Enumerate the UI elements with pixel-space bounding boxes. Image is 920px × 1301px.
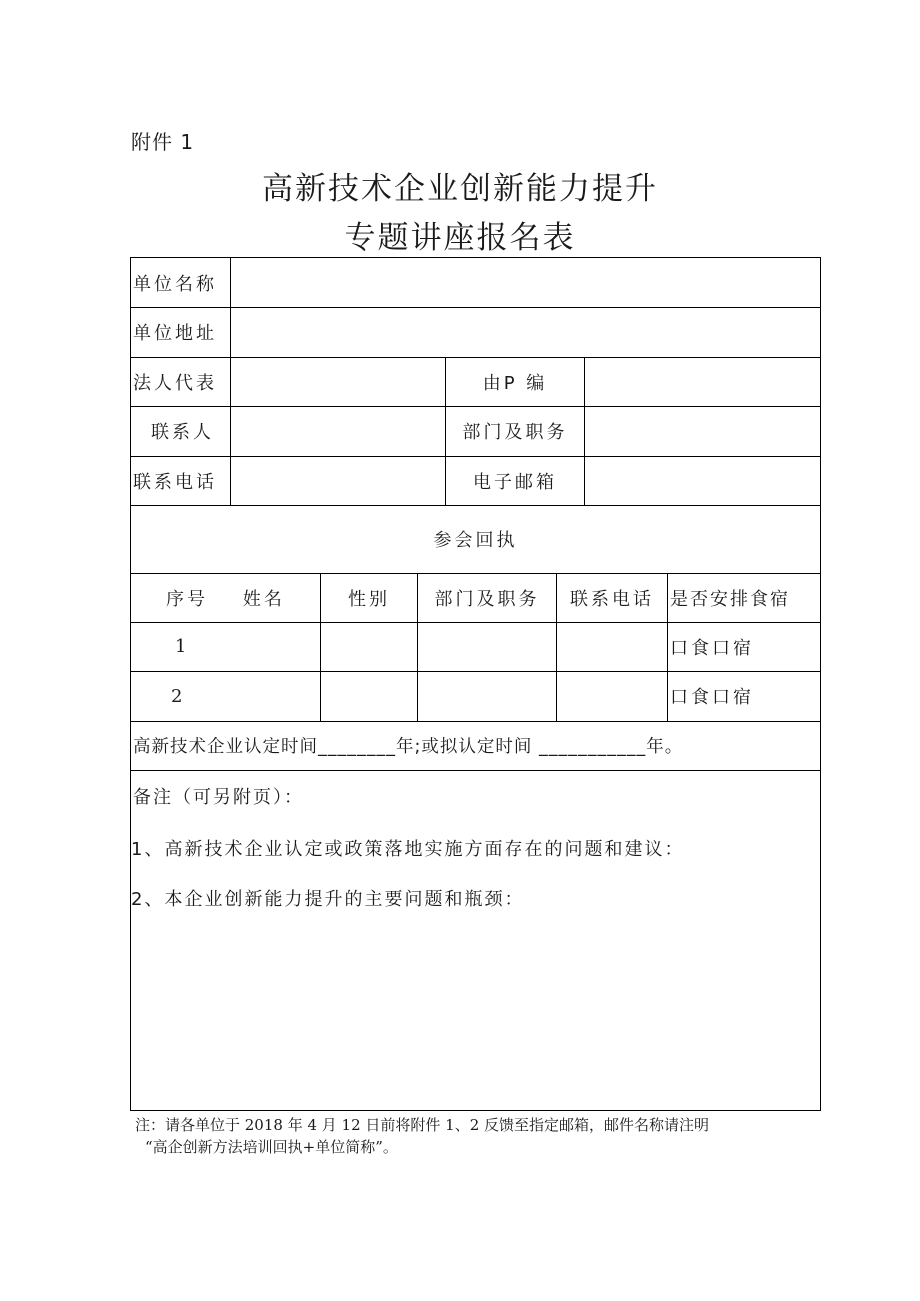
col-dept: 部门及职务 bbox=[434, 588, 540, 610]
remark-item-2: 2、本企业创新能力提升的主要问题和瓶颈： bbox=[131, 889, 525, 910]
postcode-field[interactable] bbox=[585, 357, 821, 406]
remarks-label: 备注（可另附页）： bbox=[133, 787, 304, 808]
attachment-label: 附件 1 bbox=[131, 130, 195, 154]
phone-label: 联系电话 bbox=[133, 471, 217, 493]
col-seq-name: 序号 姓名 bbox=[166, 588, 285, 610]
unit-name-field[interactable] bbox=[231, 258, 821, 307]
unit-name-label: 单位名称 bbox=[133, 273, 217, 295]
unit-address-field[interactable] bbox=[231, 307, 821, 357]
footer-line-1: 注：请各单位于 2018 年 4 月 12 日前将附件 1、2 反馈至指定邮箱，邮件名称请注明 bbox=[135, 1116, 710, 1134]
email-label: 电子邮箱 bbox=[473, 471, 557, 493]
dept-title-field[interactable] bbox=[585, 406, 821, 456]
unit-address-label: 单位地址 bbox=[133, 323, 217, 344]
phone-field[interactable] bbox=[231, 456, 445, 505]
col-phone: 联系电话 bbox=[570, 588, 654, 610]
row-seq: 2 bbox=[171, 685, 186, 707]
receipt-heading: 参会回执 bbox=[433, 530, 518, 551]
footer-note bbox=[135, 1114, 825, 1158]
registration-form bbox=[130, 257, 821, 1111]
cert-time-line: 高新技术企业认定时间________年;或拟认定时间 ___________年。 bbox=[133, 737, 684, 757]
remark-item-1: 1、高新技术企业认定或政策落地实施方面存在的问题和建议： bbox=[131, 839, 685, 860]
col-meal: 是否安排食宿 bbox=[670, 588, 790, 610]
row-divider bbox=[131, 770, 820, 771]
form-title-line1: 高新技术企业创新能力提升 bbox=[262, 171, 658, 207]
row-meal-options[interactable]: 口食口宿 bbox=[670, 637, 754, 659]
col-gender: 性别 bbox=[348, 588, 390, 610]
column-divider bbox=[667, 573, 668, 721]
legal-rep-label: 法人代表 bbox=[133, 372, 217, 394]
row-seq: 1 bbox=[175, 636, 190, 657]
contact-field[interactable] bbox=[231, 406, 445, 456]
dept-title-label: 部门及职务 bbox=[462, 422, 568, 443]
legal-rep-field[interactable] bbox=[231, 357, 445, 406]
footer-line-2: “高企创新方法培训回执+单位简称”。 bbox=[145, 1138, 398, 1156]
postcode-label: 由P 编 bbox=[482, 372, 548, 394]
row-meal-options[interactable]: 口食口宿 bbox=[670, 687, 754, 708]
email-field[interactable] bbox=[585, 456, 821, 505]
form-title-line2: 专题讲座报名表 bbox=[344, 220, 576, 256]
contact-label: 联系人 bbox=[151, 422, 214, 443]
